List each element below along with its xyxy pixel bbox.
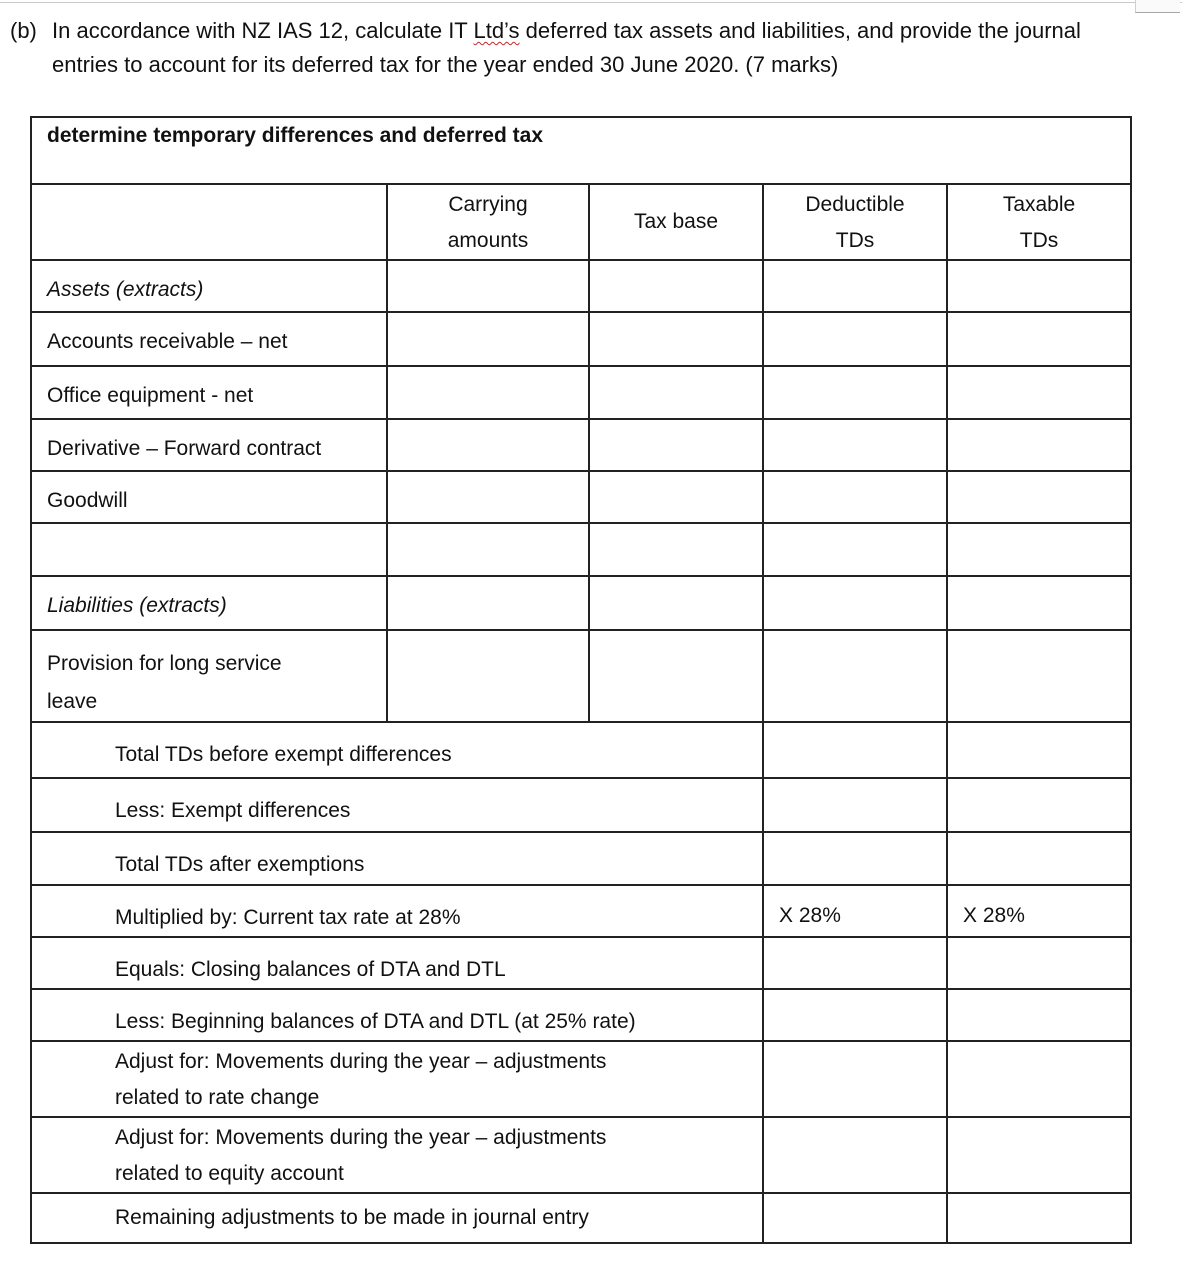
- input-cell[interactable]: [763, 419, 947, 471]
- summary-rate-change: Adjust for: Movements during the year – adjustments related to rate change: [31, 1041, 763, 1117]
- summary-multiplied: Multiplied by: Current tax rate at 28%: [31, 885, 763, 937]
- table-title-row: [31, 117, 1131, 184]
- input-cell[interactable]: [763, 260, 947, 312]
- input-cell[interactable]: [947, 1117, 1131, 1193]
- table-row: [31, 366, 1131, 419]
- deductible-rate-cell: X 28%: [763, 885, 947, 937]
- input-cell[interactable]: [31, 523, 387, 576]
- input-cell[interactable]: [763, 1041, 947, 1117]
- input-cell[interactable]: [763, 722, 947, 778]
- input-cell[interactable]: [947, 832, 1131, 885]
- input-cell[interactable]: [589, 523, 763, 576]
- input-cell[interactable]: [589, 366, 763, 419]
- input-cell[interactable]: [947, 937, 1131, 989]
- input-cell[interactable]: [763, 832, 947, 885]
- summary-less-exempt: Less: Exempt differences: [31, 778, 763, 832]
- summary-row: [31, 1041, 1131, 1117]
- assets-heading: Assets (extracts): [31, 260, 387, 312]
- summary-remaining: Remaining adjustments to be made in journal entry: [31, 1193, 763, 1243]
- page-corner-marker: [1135, 0, 1180, 13]
- summary-row: [31, 778, 1131, 832]
- table-row: [31, 260, 1131, 312]
- input-cell[interactable]: [947, 989, 1131, 1041]
- input-cell[interactable]: [947, 471, 1131, 523]
- input-cell[interactable]: [947, 1193, 1131, 1243]
- input-cell[interactable]: [763, 471, 947, 523]
- deferred-tax-table: [30, 116, 1132, 1244]
- input-cell[interactable]: [589, 260, 763, 312]
- row-label-accounts-receivable: Accounts receivable – net: [31, 312, 387, 366]
- row-label-goodwill: Goodwill: [31, 471, 387, 523]
- input-cell[interactable]: [947, 630, 1131, 722]
- input-cell[interactable]: [387, 260, 589, 312]
- summary-row: [31, 937, 1131, 989]
- input-cell[interactable]: [763, 523, 947, 576]
- input-cell[interactable]: [589, 576, 763, 630]
- input-cell[interactable]: [947, 366, 1131, 419]
- table-row: [31, 576, 1131, 630]
- spellcheck-flagged-word[interactable]: Ltd’s: [473, 18, 520, 43]
- summary-row: [31, 722, 1131, 778]
- summary-total-before: Total TDs before exempt differences: [31, 722, 763, 778]
- table-row: [31, 630, 1131, 722]
- question-text: In accordance with NZ IAS 12, calculate IT Ltd’s deferred tax assets and liabilities, and provide the journal entries to account for its deferred tax for the year ended 30 June 2020. (7 marks): [52, 18, 1081, 77]
- row-label-derivative: Derivative – Forward contract: [31, 419, 387, 471]
- input-cell[interactable]: [763, 366, 947, 419]
- input-cell[interactable]: [387, 523, 589, 576]
- input-cell[interactable]: [947, 778, 1131, 832]
- table-row: [31, 523, 1131, 576]
- input-cell[interactable]: [947, 1041, 1131, 1117]
- summary-row: [31, 885, 1131, 937]
- input-cell[interactable]: [387, 419, 589, 471]
- table-header-row: [31, 184, 1131, 260]
- table-row: [31, 419, 1131, 471]
- input-cell[interactable]: [387, 630, 589, 722]
- header-deductible-tds: Deductible TDs: [763, 184, 947, 260]
- summary-row: [31, 832, 1131, 885]
- question-label: (b): [10, 18, 37, 43]
- taxable-rate-cell: X 28%: [947, 885, 1131, 937]
- input-cell[interactable]: [947, 419, 1131, 471]
- table-row: [31, 312, 1131, 366]
- input-cell[interactable]: [589, 471, 763, 523]
- row-label-provision-long-service-leave: Provision for long service leave: [31, 630, 387, 722]
- input-cell[interactable]: [763, 576, 947, 630]
- summary-row: [31, 1193, 1131, 1243]
- input-cell[interactable]: [589, 419, 763, 471]
- summary-beginning: Less: Beginning balances of DTA and DTL (at 25% rate): [31, 989, 763, 1041]
- header-tax-base: Tax base: [589, 184, 763, 260]
- input-cell[interactable]: [763, 989, 947, 1041]
- input-cell[interactable]: [387, 366, 589, 419]
- summary-total-after: Total TDs after exemptions: [31, 832, 763, 885]
- input-cell[interactable]: [387, 576, 589, 630]
- table-title: determine temporary differences and deferred tax: [31, 117, 1131, 184]
- summary-row: [31, 1117, 1131, 1193]
- input-cell[interactable]: [387, 312, 589, 366]
- input-cell[interactable]: [947, 576, 1131, 630]
- input-cell[interactable]: [763, 778, 947, 832]
- input-cell[interactable]: [947, 260, 1131, 312]
- header-taxable-tds: Taxable TDs: [947, 184, 1131, 260]
- input-cell[interactable]: [763, 1117, 947, 1193]
- input-cell[interactable]: [387, 471, 589, 523]
- input-cell[interactable]: [947, 523, 1131, 576]
- summary-closing: Equals: Closing balances of DTA and DTL: [31, 937, 763, 989]
- input-cell[interactable]: [947, 312, 1131, 366]
- input-cell[interactable]: [763, 630, 947, 722]
- table-row: [31, 471, 1131, 523]
- row-label-office-equipment: Office equipment - net: [31, 366, 387, 419]
- summary-equity: Adjust for: Movements during the year – adjustments related to equity account: [31, 1117, 763, 1193]
- input-cell[interactable]: [763, 937, 947, 989]
- input-cell[interactable]: [589, 630, 763, 722]
- liabilities-heading: Liabilities (extracts): [31, 576, 387, 630]
- input-cell[interactable]: [763, 312, 947, 366]
- page-top-rule: [0, 2, 1182, 3]
- header-blank: [31, 184, 387, 260]
- input-cell[interactable]: [763, 1193, 947, 1243]
- header-carrying-amounts: Carrying amounts: [387, 184, 589, 260]
- input-cell[interactable]: [589, 312, 763, 366]
- input-cell[interactable]: [947, 722, 1131, 778]
- summary-row: [31, 989, 1131, 1041]
